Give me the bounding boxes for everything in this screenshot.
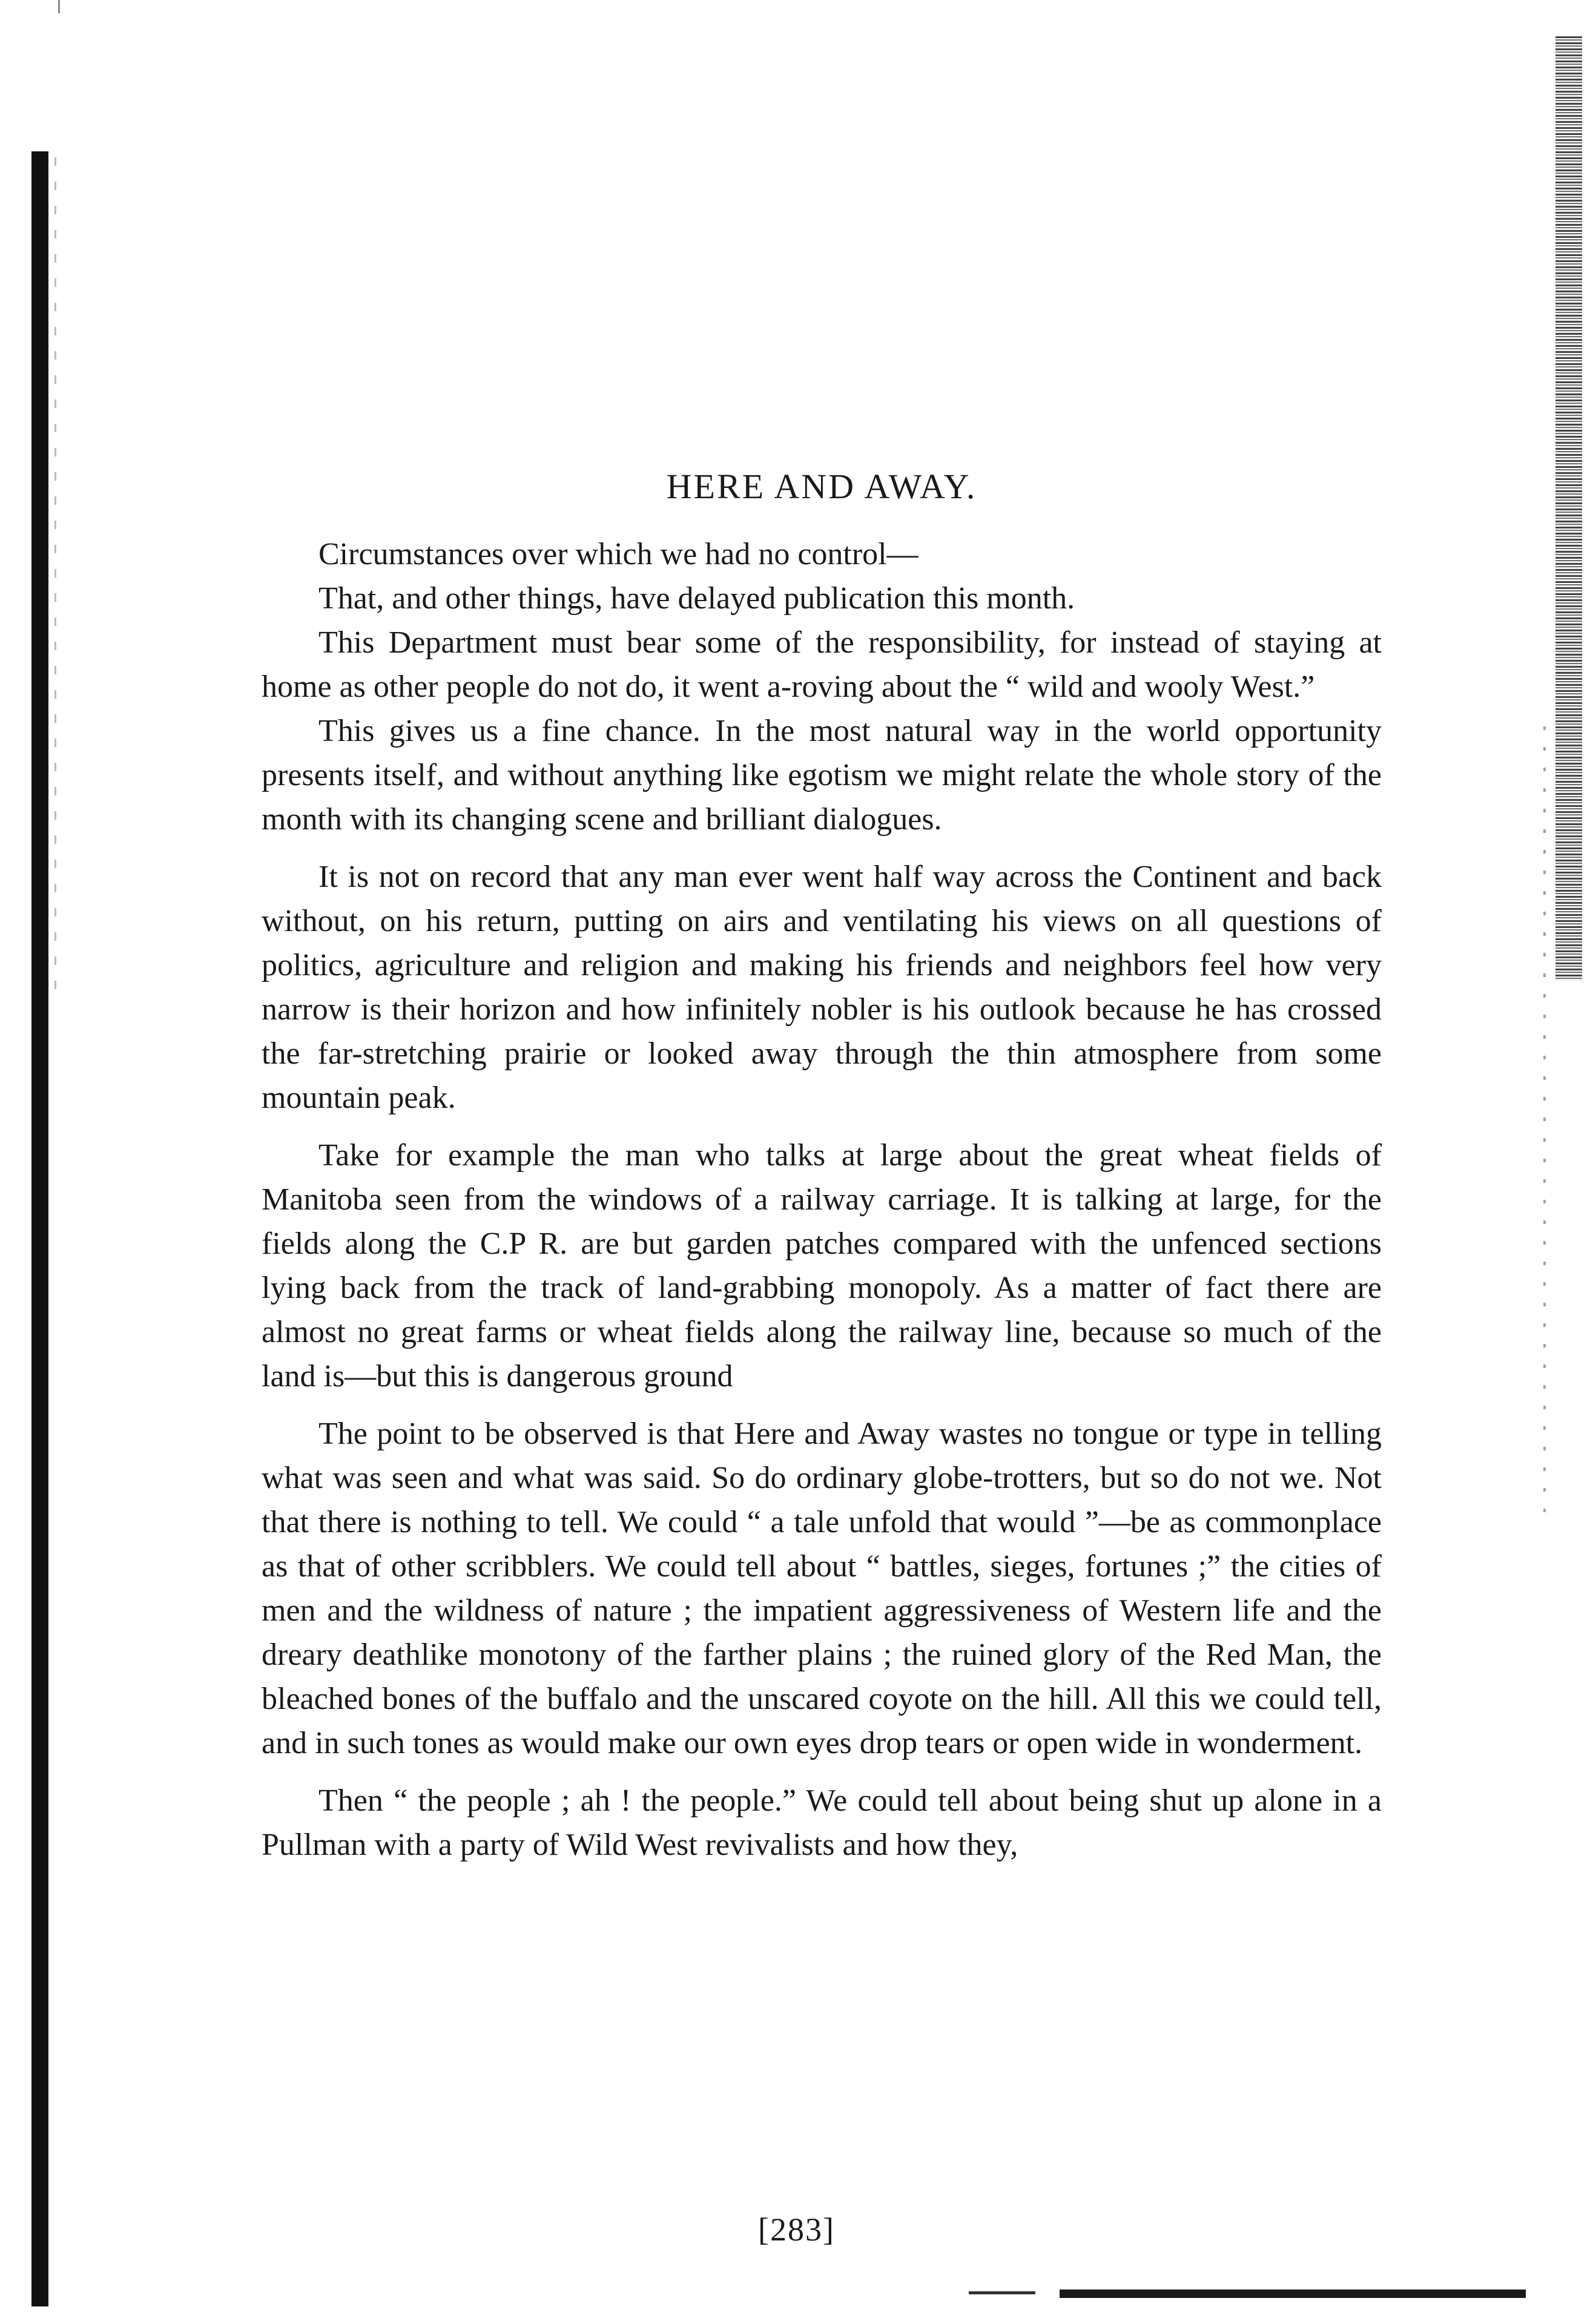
footer-rule bbox=[1060, 2289, 1526, 2298]
paragraph: That, and other things, have delayed publication this month. bbox=[318, 581, 1075, 616]
footer-rule bbox=[969, 2291, 1035, 2294]
paragraph: Circumstances over which we had no control— bbox=[318, 537, 919, 571]
scan-artifact bbox=[1543, 726, 1546, 1513]
section-title: HERE AND AWAY. bbox=[666, 467, 977, 506]
paragraph: It is not on record that any man ever went half way across the Continent and back without, on his return, putting on airs and ventilating his views on all questions of politics, agriculture and religion and making his friends and neighbors feel how very narrow is their horizon and how infinitely nobler is his outlook because he has crossed the far-stretching prairie or looked away through the thin atmosphere from some mountain peak. bbox=[262, 860, 1382, 1115]
page-edge-artifact bbox=[1555, 36, 1582, 981]
paragraph: The point to be observed is that Here and Away wastes no tongue or type in telling what was seen and what was said. So do ordinary globe-trotters, but so do not we. Not that there is nothing to tell. We could “ a tale unfold that would ”—be as commonplace as that of other scribblers. We could tell about “ battles, sieges, fortunes ;” the cities of men and the wildness of nature ; the impatient aggressiveness of Western life and the dreary deathlike monotony of the farther plains ; the ruined glory of the Red Man, the bleached bones of the buffalo and the unscared coyote on the hill. All this we could tell, and in such tones as would make our own eyes drop tears or open wide in wonderment. bbox=[262, 1417, 1382, 1760]
paragraph: This Department must bear some of the responsibility, for instead of staying at home as other people do not do, it went a-roving about the “ wild and wooly West.” bbox=[262, 625, 1382, 704]
page-body bbox=[262, 466, 1382, 1867]
scan-mark bbox=[58, 0, 60, 13]
paragraph: Then “ the people ; ah ! the people.” We could tell about being shut up alone in a Pullman with a party of Wild West revivalists and how they, bbox=[262, 1783, 1382, 1862]
page-number: [283] bbox=[758, 2211, 835, 2248]
paragraph: This gives us a fine chance. In the most natural way in the world opportunity presents itself, and without anything like egotism we might relate the whole story of the month with its changing scene and brilliant dialogues. bbox=[262, 714, 1382, 837]
paragraph: Take for example the man who talks at large about the great wheat fields of Manitoba seen from the windows of a railway carriage. It is talking at large, for the fields along the C.P R. are but garden patches compared with the unfenced sections lying back from the track of land-grabbing monopoly. As a matter of fact there are almost no great farms or wheat fields along the railway line, because so much of the land is—but this is dangerous ground bbox=[262, 1138, 1382, 1394]
scan-artifact bbox=[54, 157, 56, 1005]
binding-shadow bbox=[31, 151, 48, 2306]
